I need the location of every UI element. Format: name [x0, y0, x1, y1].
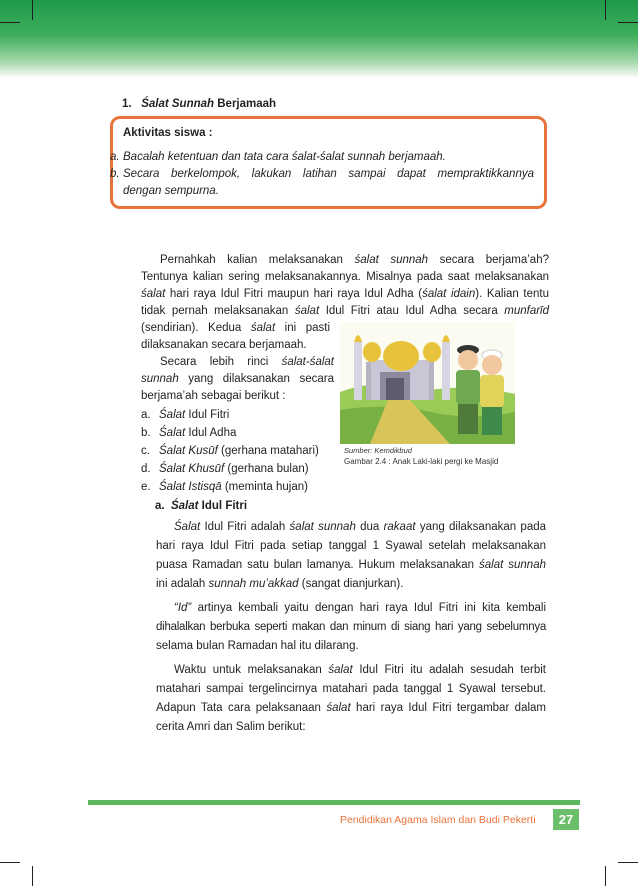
- intro-line: dilaksanakan secara berjamaah.: [141, 339, 307, 351]
- activity-item-text: Bacalah ketentuan dan tata cara śalat-śalat sunnah berjamaah.: [123, 151, 446, 163]
- para3-line: Waktu untuk melaksanakan śalat Idul Fitri itu adalah sesudah terbit: [174, 664, 546, 676]
- crop-mark: [0, 862, 20, 863]
- intro-line: tidak pernah melaksanakan śalat Idul Fitri atau Idul Adha secara munfarīd: [141, 305, 549, 317]
- crop-mark: [32, 0, 33, 20]
- activity-item-text-cont: dengan sempurna.: [123, 185, 219, 197]
- list-item-label: b.: [141, 427, 151, 439]
- crop-mark: [605, 0, 606, 20]
- crop-mark: [0, 22, 20, 23]
- crop-mark: [618, 862, 638, 863]
- intro-line: Pernahkah kalian melaksanakan śalat sunnah secara berjama’ah?: [160, 254, 549, 266]
- page-number: 27: [553, 809, 579, 830]
- para1-line: puasa Ramadan satu bulan lamanya. Hukum melaksanakan śalat sunnah: [156, 559, 546, 571]
- figure-source: Sumber: Kemdikbud: [344, 446, 412, 455]
- activity-item-label: b.: [110, 168, 120, 180]
- list-item-label: d.: [141, 463, 151, 475]
- list-item-label: e.: [141, 481, 151, 493]
- para3-line: Adapun Tata cara pelaksanaan śalat hari raya Idul Fitri tergambar dalam: [156, 702, 546, 714]
- list-item-label: c.: [141, 445, 150, 457]
- intro-line: (sendirian). Kedua śalat ini pasti: [141, 322, 330, 334]
- para3-line: matahari sampai tergelincirnya matahari pada tanggal 1 Syawal tersebut.: [156, 683, 546, 695]
- intro-line: śalat hari raya Idul Fitri maupun hari raya Idul Adha (śalat idain). Kalian tentu: [141, 288, 549, 300]
- section-number: 1.: [122, 98, 132, 110]
- activity-item-text: Secara berkelompok, lakukan latihan sampai dapat mempraktikkannya: [123, 168, 534, 180]
- list-item: Śalat Istisqā (meminta hujan): [159, 481, 308, 493]
- intro-line: Tentunya kalian sering melaksanakannya. Misalnya pada saat melaksanakan: [141, 271, 549, 283]
- footer-book-title: Pendidikan Agama Islam dan Budi Pekerti: [340, 814, 536, 826]
- footer-bar: [88, 800, 580, 805]
- list-item-label: a.: [141, 409, 151, 421]
- para1-line: Śalat Idul Fitri adalah śalat sunnah dua rakaat yang dilaksanakan pada: [174, 521, 547, 533]
- list-item: Śalat Idul Fitri: [159, 409, 230, 421]
- crop-mark: [618, 22, 638, 23]
- header-band: [0, 0, 638, 78]
- list-item: Śalat Kusūf (gerhana matahari): [159, 445, 319, 457]
- intro-line: Secara lebih rinci śalat-śalat: [160, 356, 334, 368]
- crop-mark: [605, 866, 606, 886]
- figure-caption: Gambar 2.4 : Anak Laki-laki pergi ke Masjid: [344, 457, 499, 466]
- mosque-illustration: [340, 322, 515, 444]
- crop-mark: [32, 866, 33, 886]
- para2-line: dihalalkan berbuka seperti makan dan minum di siang hari yang sebelumnya: [156, 621, 546, 633]
- list-item: Śalat Khusūf (gerhana bulan): [159, 463, 309, 475]
- intro-line: berjama’ah sebagai berikut :: [141, 390, 286, 402]
- subsection-heading: a. Śalat Idul Fitri: [155, 500, 248, 512]
- para1-line: hari raya Idul Fitri pada setiap tanggal 1 Syawal setelah melaksanakan: [156, 540, 546, 552]
- para1-line: ini adalah sunnah mu’akkad (sangat dianjurkan).: [156, 578, 404, 590]
- activity-item-label: a.: [110, 151, 120, 163]
- para2-line: “Id” artinya kembali yaitu dengan hari raya Idul Fitri ini kita kembali: [174, 602, 546, 614]
- section-title: 1. Śalat Sunnah Berjamaah: [122, 98, 277, 110]
- intro-line: sunnah yang dilaksanakan secara: [141, 373, 334, 385]
- para2-line: selama bulan Ramadan hal itu dilarang.: [156, 640, 359, 652]
- activity-title: Aktivitas siswa :: [123, 127, 213, 139]
- mosque-boys-image: [340, 322, 515, 444]
- para3-line: cerita Amri dan Salim berikut:: [156, 721, 306, 733]
- list-item: Śalat Idul Adha: [159, 427, 237, 439]
